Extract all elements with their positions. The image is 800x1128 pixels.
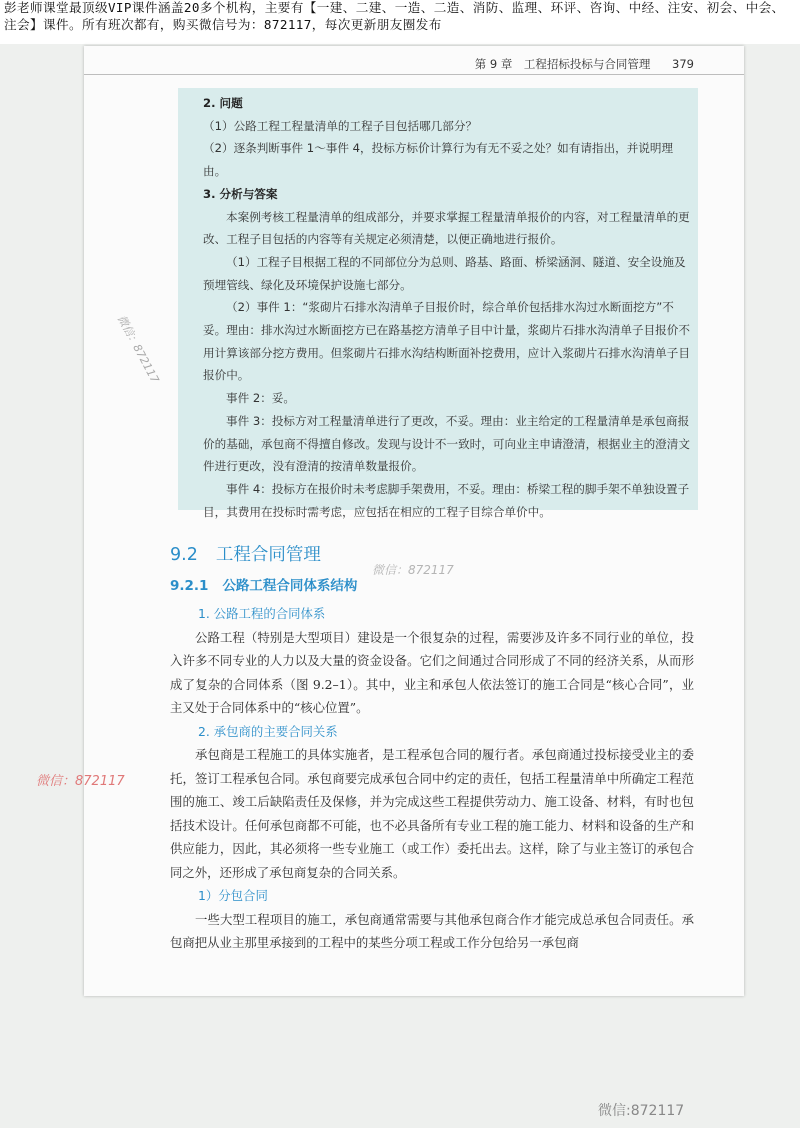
chapter-title: 第 9 章 工程招标投标与合同管理: [474, 57, 651, 71]
heading-contractor-relations: 2. 承包商的主要合同关系: [198, 723, 338, 739]
heading-contract-system: 1. 公路工程的合同体系: [198, 606, 326, 621]
watermark: 微信:872117: [598, 1103, 685, 1119]
question-1: （1）公路工程工程量清单的工程子目包括哪几部分？: [203, 118, 478, 133]
answer-3: 事件 2：妥。: [226, 391, 296, 406]
section-title-text: 工程合同管理: [215, 545, 321, 565]
section-title: [170, 541, 321, 566]
question-2: （2）逐条判断事件 1～事件 4，投标方标价计算行为有无不妥之处？如有请指出，并说明理由。: [203, 141, 674, 179]
case-content: [203, 92, 691, 523]
answer-4: 事件 3：投标方对工程量清单进行了更改，不妥。理由：业主给定的工程量清单是承包商报价的基础，承包商不得擅自修改。发现与设计不一致时，可向业主申请澄清，根据业主的澄清文件进行更改，没有澄清的按清单数量报价。: [203, 413, 690, 474]
subsection-title-text: 公路工程合同体系结构: [222, 578, 358, 594]
page-header: [84, 56, 694, 72]
page-number: 379: [672, 57, 694, 71]
answer-intro: 本案例考核工程量清单的组成部分，并要求掌握工程量清单报价的内容，对工程量清单的更改、工程子目包括的内容等有关规定必须清楚，以便正确地进行报价。: [203, 209, 690, 247]
watermark: 微信：872117: [36, 774, 125, 789]
watermark: 微信：872117: [372, 563, 454, 577]
paragraph-contractor-relations: 承包商是工程施工的具体实施者，是工程承包合同的履行者。承包商通过投标接受业主的委托，签订工程承包合同。承包商要完成承包合同中约定的责任，包括工程量清单中所确定工程范围的施工、竣工后缺陷责任及保修，并为完成这些工程提供劳动力、施工设备、材料，有时也包括技术设计。任何承包商都不可能，也不必具备所有专业工程的施工能力、材料和设备的生产和供应能力，因此，其必须将一些专业施工（或工作）委托出去。这样，除了与业主签订的承包合同之外，还形成了承包商复杂的合同关系。: [170, 747, 694, 880]
promo-banner: [0, 0, 800, 44]
header-divider: [84, 74, 744, 75]
section-number: 9.2: [170, 545, 198, 565]
promo-text: 彭老师课堂最顶级VIP课件涵盖20多个机构，主要有【一建、二建、一造、二造、消防、监理、环评、咨询、中经、注安、初会、中会、注会】课件。所有班次都有，购买微信号为：872117，每次更新朋友圈发布: [4, 0, 785, 32]
answer-2: （2）事件 1：“浆砌片石排水沟清单子目报价时，综合单价包括排水沟过水断面挖方”不妥。理由：排水沟过水断面挖方已在路基挖方清单子目中计量，浆砌片石排水沟清单子目报价不用计算该部分挖方费用。但浆砌片石排水沟结构断面补挖费用，应计入浆砌片石排水沟清单子目报价中。: [203, 300, 690, 383]
question-heading: 2. 问题: [203, 96, 243, 110]
answer-5: 事件 4：投标方在报价时未考虑脚手架费用，不妥。理由：桥梁工程的脚手架不单独设置子目，其费用在投标时需考虑，应包括在相应的工程子目综合单价中。: [203, 481, 690, 519]
subsection-number: 9.2.1: [170, 578, 209, 594]
answer-heading: 3. 分析与答案: [203, 186, 278, 201]
paragraph-subcontract: 一些大型工程项目的施工，承包商通常需要与其他承包商合作才能完成总承包合同责任。承包商把从业主那里承接到的工程中的某些分项工程或工作分包给另一承包商: [170, 911, 694, 950]
answer-1: （1）工程子目根据工程的不同部位分为总则、路基、路面、桥梁涵洞、隧道、安全设施及预埋管线、绿化及环境保护设施七部分。: [203, 254, 686, 292]
heading-subcontract: 1）分包合同: [198, 888, 268, 903]
paragraph-contract-system: 公路工程（特别是大型项目）建设是一个很复杂的过程，需要涉及许多不同行业的单位，投入许多不同专业的人力以及大量的资金设备。它们之间通过合同形成了不同的经济关系，从而形成了复杂的合同体系（图 9.2–1）。其中，业主和承包人依法签订的施工合同是“核心合同”，业主又处于合同体系中的“核心位置”。: [170, 629, 694, 715]
watermark: 微信：872117: [114, 312, 162, 386]
subsection-title: [170, 574, 357, 594]
body-content: [170, 602, 694, 955]
